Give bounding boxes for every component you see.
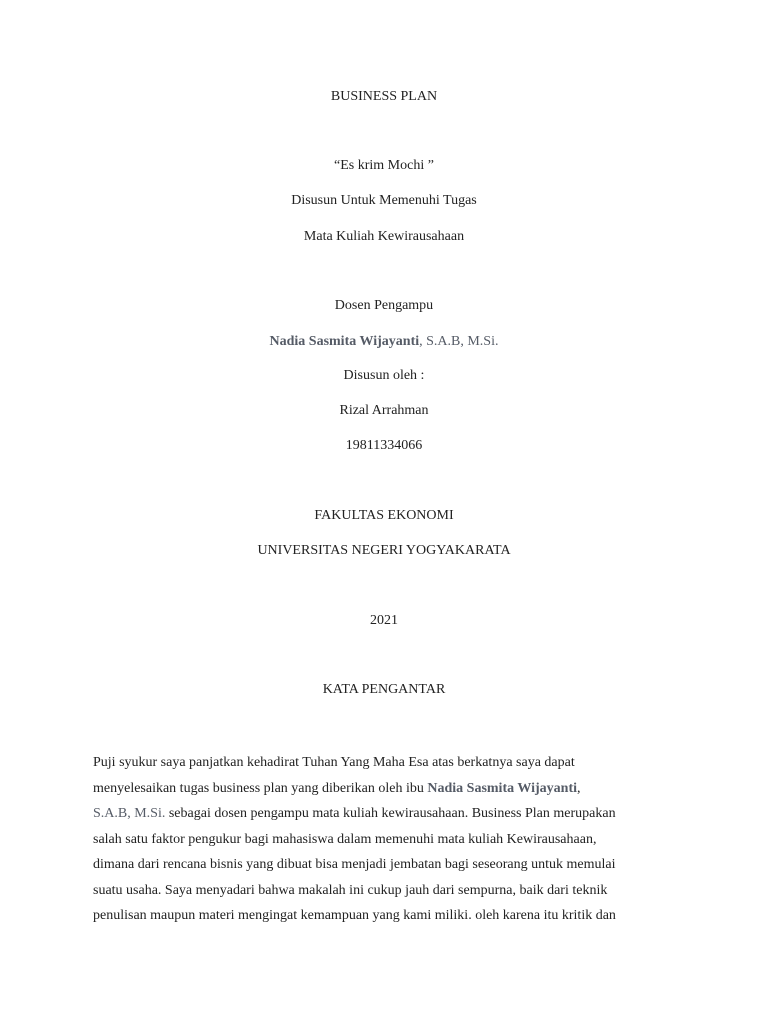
year: 2021 — [370, 613, 398, 628]
preface-heading: KATA PENGANTAR — [322, 682, 446, 697]
preface-line-text: sebagai dosen pengampu mata kuliah kewirausahaan. Business Plan merupakan — [165, 806, 616, 821]
preface-line-text: , — [577, 780, 581, 796]
lecturer-name-inline: Nadia Sasmita Wijayanti — [427, 780, 577, 796]
preface-line: salah satu faktor pengukur bagi mahasiswa dalam memenuhi mata kuliah Kewirausahaan, — [93, 831, 597, 847]
preface-line — [93, 776, 683, 802]
preface-line — [93, 801, 683, 827]
faculty-name: FAKULTAS EKONOMI — [314, 508, 454, 523]
university-name: UNIVERSITAS NEGERI YOGYAKARATA — [257, 543, 511, 558]
lecturer-title-inline: S.A.B, M.Si. — [93, 806, 166, 821]
preface-line: Puji syukur saya panjatkan kehadirat Tuhan Yang Maha Esa atas berkatnya saya dapat — [93, 755, 575, 770]
author-name: Rizal Arrahman — [339, 403, 429, 418]
preface-line: dimana dari rencana bisnis yang dibuat bisa menjadi jembatan bagi seseorang untuk memulai — [93, 857, 616, 872]
course-line: Mata Kuliah Kewirausahaan — [303, 229, 465, 244]
author-heading: Disusun oleh : — [343, 368, 425, 383]
preface-line-text: menyelesaikan tugas business plan yang diberikan oleh ibu — [93, 780, 428, 796]
lecturer-line — [0, 333, 768, 351]
lecturer-name: Nadia Sasmita Wijayanti — [269, 334, 420, 349]
purpose-line: Disusun Untuk Memenuhi Tugas — [291, 193, 477, 208]
lecturer-heading: Dosen Pengampu — [334, 298, 434, 313]
preface-line: penulisan maupun materi mengingat kemampuan yang kami miliki. oleh karena itu kritik dan — [93, 908, 616, 923]
author-id: 19811334066 — [345, 438, 423, 453]
document-title: BUSINESS PLAN — [330, 89, 438, 104]
product-name: “Es krim Mochi ” — [334, 158, 434, 173]
preface-line: suatu usaha. Saya menyadari bahwa makalah ini cukup jauh dari sempurna, baik dari teknik — [93, 882, 608, 898]
lecturer-title: , S.A.B, M.Si. — [419, 334, 499, 349]
preface-paragraph — [93, 750, 683, 929]
